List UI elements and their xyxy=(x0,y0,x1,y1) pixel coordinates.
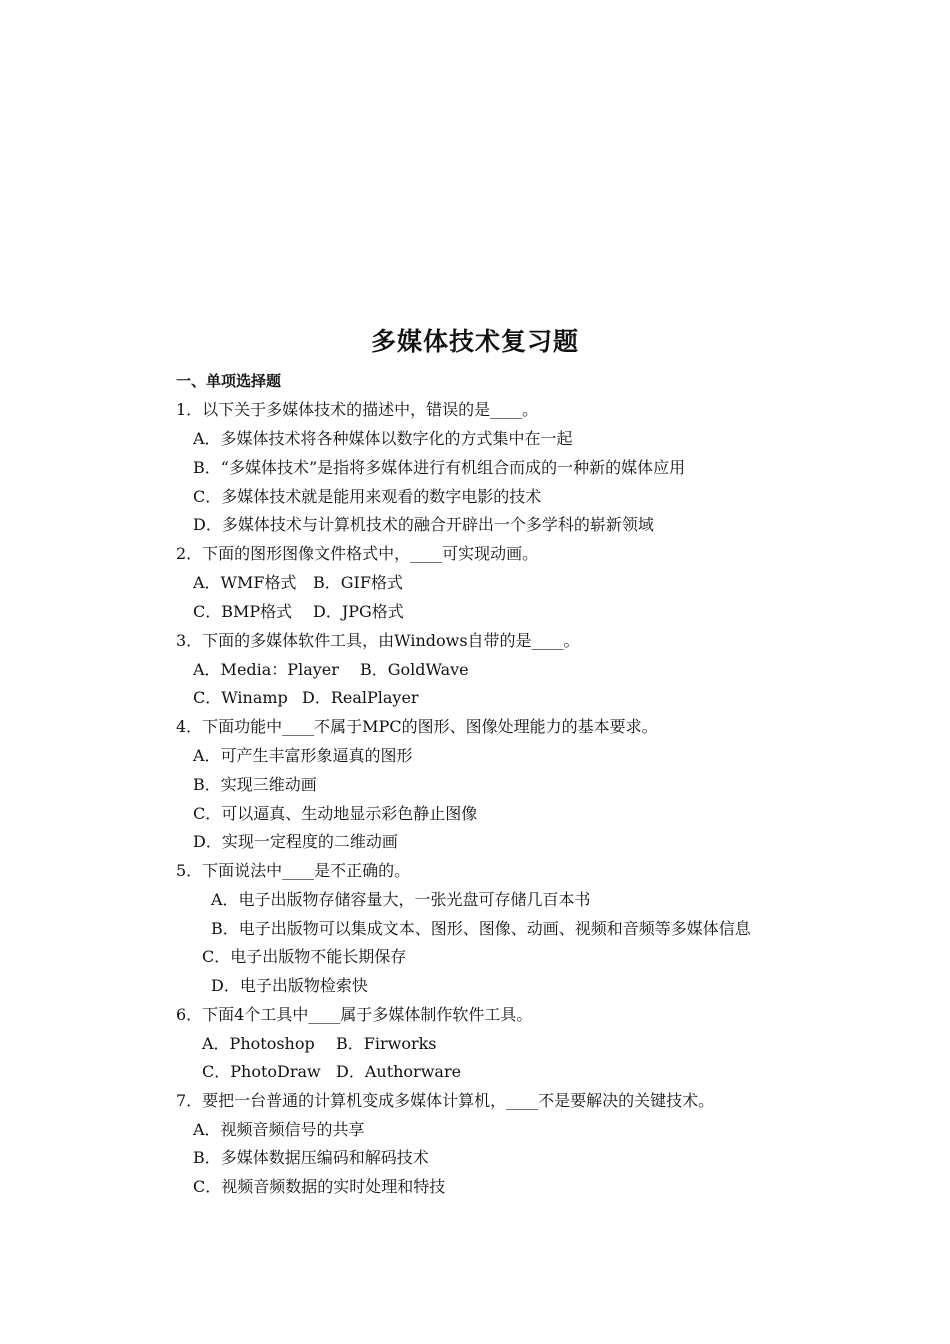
question-1-option-d: D．多媒体技术与计算机技术的融合开辟出一个多学科的崭新领域 xyxy=(193,515,654,534)
question-1-stem: 1．以下关于多媒体技术的描述中，错误的是____。 xyxy=(176,400,539,419)
question-5-option-d: D．电子出版物检索快 xyxy=(211,976,368,995)
document-title: 多媒体技术复习题 xyxy=(370,327,579,356)
question-7-option-b: B．多媒体数据压编码和解码技术 xyxy=(193,1148,429,1167)
question-6-option-a: A．Photoshop xyxy=(202,1034,315,1053)
question-4-option-b: B．实现三维动画 xyxy=(193,775,317,794)
question-1-option-a: A．多媒体技术将各种媒体以数字化的方式集中在一起 xyxy=(193,429,573,448)
question-3-option-a: A．Media：Player xyxy=(193,660,339,679)
question-7-option-c: C．视频音频数据的实时处理和特技 xyxy=(193,1177,446,1196)
question-3-option-b: B．GoldWave xyxy=(360,660,469,679)
question-5-option-a: A．电子出版物存储容量大，一张光盘可存储几百本书 xyxy=(211,890,591,909)
question-4-option-c: C．可以逼真、生动地显示彩色静止图像 xyxy=(193,804,478,823)
question-5-option-b: B．电子出版物可以集成文本、图形、图像、动画、视频和音频等多媒体信息 xyxy=(211,919,751,938)
question-2-stem: 2．下面的图形图像文件格式中，____可实现动画。 xyxy=(176,544,539,563)
question-4-option-d: D．实现一定程度的二维动画 xyxy=(193,832,398,851)
question-6-option-c: C．PhotoDraw xyxy=(202,1062,321,1081)
question-1-option-b: B．“多媒体技术”是指将多媒体进行有机组合而成的一种新的媒体应用 xyxy=(193,458,686,477)
question-5-option-c: C．电子出版物不能长期保存 xyxy=(202,947,407,966)
question-3-option-d: D．RealPlayer xyxy=(302,688,419,707)
question-4-option-a: A．可产生丰富形象逼真的图形 xyxy=(193,746,413,765)
question-6-option-b: B．Firworks xyxy=(336,1034,437,1053)
section-heading: 一、单项选择题 xyxy=(176,372,282,390)
question-6-stem: 6．下面4个工具中____属于多媒体制作软件工具。 xyxy=(176,1005,533,1024)
question-2-option-a: A．WMF格式 xyxy=(193,573,297,592)
question-7-stem: 7．要把一台普通的计算机变成多媒体计算机，____不是要解决的关键技术。 xyxy=(176,1091,715,1110)
question-4-stem: 4．下面功能中____不属于MPC的图形、图像处理能力的基本要求。 xyxy=(176,717,658,736)
question-2-option-c: C．BMP格式 xyxy=(193,602,293,621)
question-2-option-b: B．GIF格式 xyxy=(313,573,403,592)
question-2-option-d: D．JPG格式 xyxy=(313,602,404,621)
question-5-stem: 5．下面说法中____是不正确的。 xyxy=(176,861,411,880)
question-6-option-d: D．Authorware xyxy=(336,1062,462,1081)
question-1-option-c: C．多媒体技术就是能用来观看的数字电影的技术 xyxy=(193,487,542,506)
question-3-option-c: C．Winamp xyxy=(193,688,288,707)
question-7-option-a: A．视频音频信号的共享 xyxy=(193,1120,365,1139)
question-3-stem: 3．下面的多媒体软件工具，由Windows自带的是____。 xyxy=(176,631,580,650)
